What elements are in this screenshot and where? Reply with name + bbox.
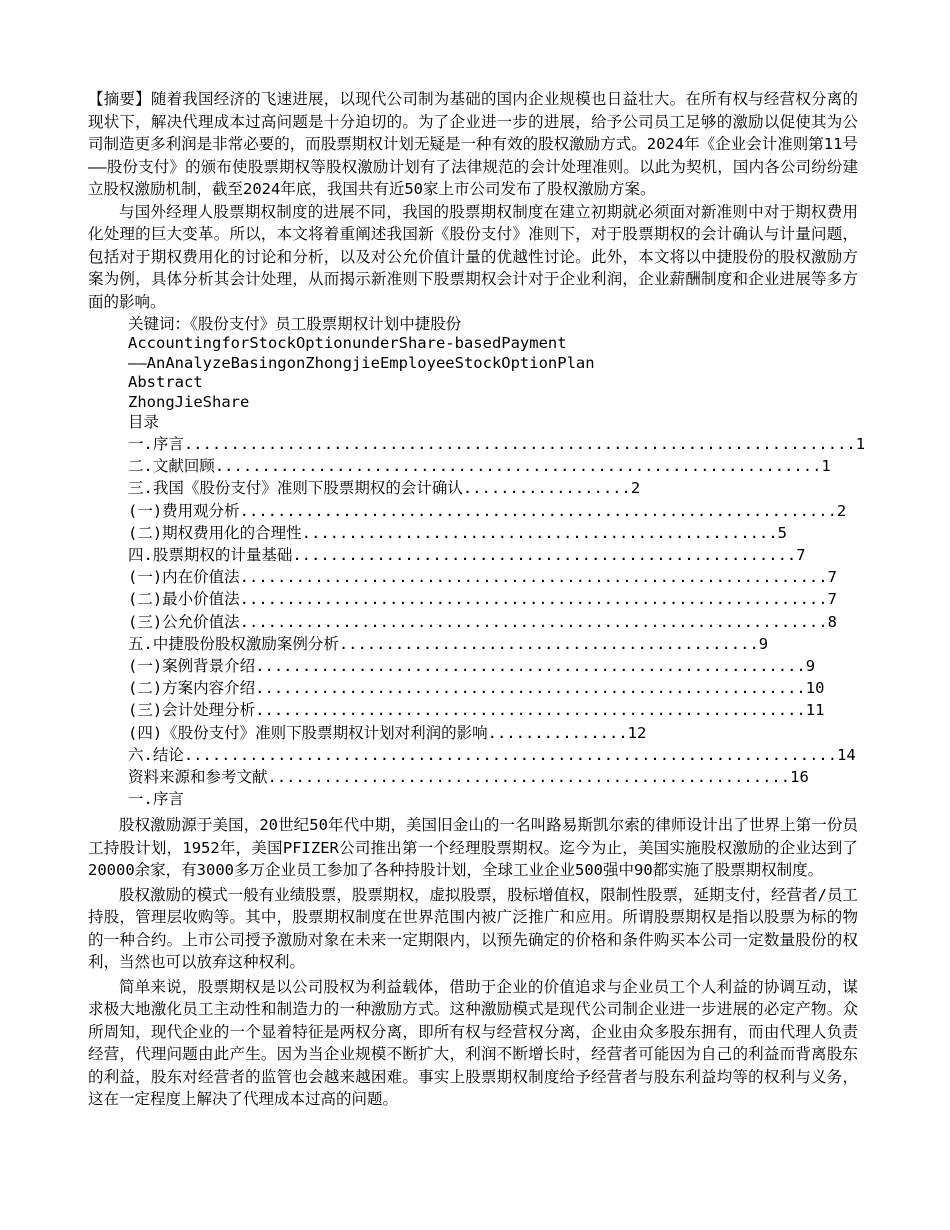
toc-page: 2	[836, 501, 847, 520]
toc-title: 五.中捷股份股权激励案例分析	[128, 634, 339, 653]
toc-title: 四.股票期权的计量基础	[128, 546, 293, 565]
toc-dots: ..................	[462, 479, 631, 498]
toc-entry[interactable]	[88, 766, 858, 788]
english-title: AccountingforStockOptionunderShare-basedPayment	[128, 334, 567, 352]
toc-entry[interactable]	[88, 522, 858, 544]
toc-title: 二.文献回顾	[128, 457, 215, 476]
toc-dots: ................................................................	[239, 501, 837, 520]
toc-page: 7	[827, 590, 837, 609]
body-paragraph: 简单来说，股票期权是以公司股权为利益载体，借助于企业的价值追求与企业员工个人利益的协调互动，谋求极大地激化员工主动性和制造力的一种激励方式。这种激励模式是现代公司制企业进一步进展的必定产物。众所周知，现代企业的一个显着特征是两权分离，即所有权与经营权分离，企业由众多股东拥有，而由代理人负责经营，代理问题由此产生。因为当企业规模不断扩大，利润不断增长时，经营者可能因为自己的利益而背离股东的利益，股东对经营者的监管也会越来越困难。事实上股票期权制度给予经营者与股东利益均等的权利与义务，这在一定程度上解决了代理成本过高的问题。	[88, 977, 858, 1109]
toc-page: 16	[790, 768, 809, 787]
toc-page: 14	[837, 745, 856, 764]
toc-title: 一.序言	[128, 435, 184, 453]
keywords-line: 关键词：《股份支付》员工股票期权计划中捷股份	[128, 315, 462, 333]
toc-entry[interactable]	[88, 633, 858, 655]
abstract-paragraph: 【摘要】随着我国经济的飞速进展，以现代公司制为基础的国内企业规模也日益壮大。在所有权与经营权分离的现状下，解决代理成本过高问题是十分迫切的。为了企业进一步的进展，给予公司员工足够的激励以促使其为公司制造更多利润是非常必要的，而股票期权计划无疑是一种有效的股权激励方式。2024年《企业会计准则第11号——股份支付》的颁布使股票期权等股权激励计划有了法律规范的会计处理准则。以此为契机，国内各公司纷纷建立股权激励机制，截至2024年底，我国共有近50家上市公司发布了股权激励方案。	[88, 90, 858, 198]
toc-title: 六.结论	[128, 745, 184, 764]
toc-entry[interactable]	[88, 544, 858, 566]
toc-page: 7	[796, 546, 806, 565]
toc-title: (四)《股份支付》准则下股票期权计划对利润的影响	[128, 723, 488, 742]
body-paragraph: 股权激励源于美国，20世纪50年代中期，美国旧金山的一名叫路易斯凯尔索的律师设计出了世界上第一份员工持股计划，1952年，美国PFIZER公司推出第一个经理股票期权。迄今为止，美国实施股权激励的企业达到了20000余家，有3000多万企业员工参加了各种持股计划，全球工业企业500强中90都实施了股票期权制度。	[88, 816, 858, 880]
toc-dots: ...............................................................	[239, 590, 828, 609]
toc-entry[interactable]	[88, 500, 858, 522]
toc-title: (二)最小价值法	[128, 590, 240, 609]
toc-page: 8	[827, 612, 837, 631]
toc-dots: ...........................................................	[255, 701, 806, 720]
toc-dots: ...........................................................	[255, 679, 806, 698]
toc-title: (二)期权费用化的合理性	[128, 523, 302, 542]
toc-dots: ...............................................................	[239, 612, 828, 631]
toc-dots: ......................................................................	[183, 745, 838, 764]
toc-title: 资料来源和参考文献	[128, 768, 268, 787]
toc-dots: ...............................................................	[239, 568, 828, 587]
toc-title: (一)案例背景介绍	[128, 657, 256, 676]
toc-title: (三)公允价值法	[128, 612, 240, 631]
toc-title: (二)方案内容介绍	[128, 679, 256, 698]
toc-page: 9	[805, 657, 816, 676]
toc-page: 2	[630, 479, 641, 498]
toc-title: (一)费用观分析	[128, 501, 240, 520]
toc-page: 5	[777, 523, 787, 542]
toc-page: 10	[805, 679, 825, 698]
toc-title: 三.我国《股份支付》准则下股票期权的会计确认	[128, 479, 463, 498]
toc-dots: ........................................................................	[183, 435, 856, 453]
toc-title: (三)会计处理分析	[128, 701, 256, 720]
toc-page: 12	[627, 723, 647, 742]
toc-entry[interactable]	[88, 722, 858, 744]
body-paragraph: 股权激励的模式一般有业绩股票，股票期权，虚拟股票，股标增值权，限制性股票，延期支付，经营者/员工持股，管理层收购等。其中，股票期权制度在世界范围内被广泛推广和应用。所谓股票期权是指以股票为标的物的一种合约。上市公司授予激励对象在未来一定期限内，以预先确定的价格和条件购买本公司一定数量股份的权利，当然也可以放弃这种权利。	[88, 885, 858, 972]
toc-entry[interactable]	[88, 611, 858, 633]
table-of-contents	[88, 433, 866, 788]
toc-entry[interactable]	[88, 655, 858, 677]
toc-dots: ...........................................................	[255, 657, 806, 676]
toc-dots: .................................................................	[214, 457, 822, 476]
toc-title: (一)内在价值法	[128, 568, 240, 587]
toc-dots: ...............	[487, 723, 628, 742]
toc-entry[interactable]	[88, 588, 858, 610]
english-subtitle: ——AnAnalyzeBasingonZhongjieEmployeeStockOptionPlan	[128, 353, 595, 372]
toc-page: 11	[805, 701, 825, 720]
toc-entry[interactable]	[88, 677, 858, 699]
toc-entry[interactable]	[88, 455, 858, 477]
toc-page: 1	[821, 457, 831, 476]
toc-dots: ......................................................	[292, 546, 797, 565]
abstract-label: Abstract	[128, 373, 203, 391]
toc-dots: ........................................................	[267, 768, 791, 787]
toc-page: 1	[855, 435, 866, 453]
toc-entry[interactable]	[88, 477, 858, 499]
company-name: ZhongJieShare	[128, 392, 250, 411]
toc-entry[interactable]	[88, 566, 858, 588]
toc-heading: 目录	[128, 413, 160, 431]
abstract-paragraph: 与国外经理人股票期权制度的进展不同，我国的股票期权制度在建立初期就必须面对新准则中对于期权费用化处理的巨大变革。所以，本文将着重阐述我国新《股份支付》准则下，对于股票期权的会计确认与计量问题，包括对于期权费用化的讨论和分析，以及对公允价值计量的优越性讨论。此外，本文将以中捷股份的股权激励方案为例，具体分析其会计处理，从而揭示新准则下股票期权会计对于企业利润，企业薪酬制度和企业进展等多方面的影响。	[88, 202, 858, 311]
toc-entry[interactable]	[88, 433, 866, 455]
toc-dots: .............................................	[338, 634, 759, 653]
toc-page: 9	[758, 634, 769, 653]
toc-entry[interactable]	[88, 699, 858, 721]
toc-entry[interactable]	[88, 744, 858, 766]
toc-dots: ...................................................	[301, 523, 778, 542]
toc-page: 7	[827, 568, 837, 587]
section-heading: 一.序言	[128, 790, 184, 809]
